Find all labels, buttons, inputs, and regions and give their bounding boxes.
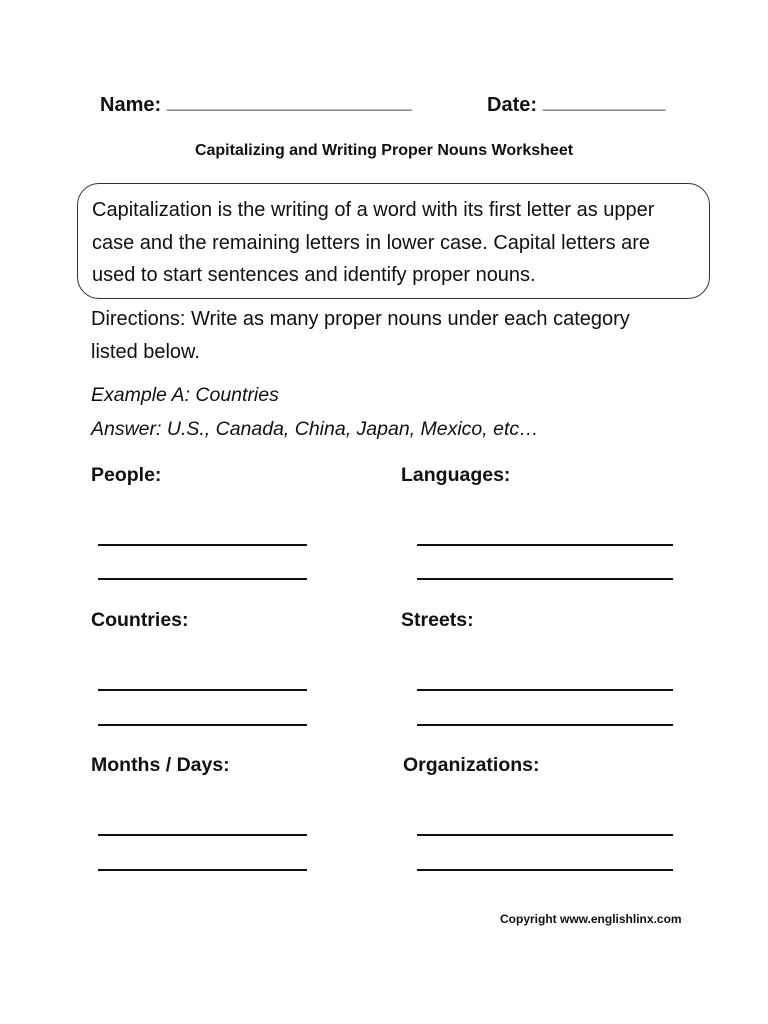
worksheet-title: Capitalizing and Writing Proper Nouns Worksheet bbox=[194, 142, 574, 159]
answer-line[interactable] bbox=[417, 869, 673, 871]
example-answer: Answer: U.S., Canada, China, Japan, Mexico, etc… bbox=[91, 418, 539, 440]
answer-line[interactable] bbox=[417, 578, 673, 580]
answer-line[interactable] bbox=[98, 578, 307, 580]
directions-line: listed below. bbox=[91, 340, 200, 363]
date-label: Date: bbox=[487, 94, 538, 116]
category-organizations: Organizations: bbox=[403, 754, 540, 776]
name-label: Name: bbox=[100, 94, 162, 116]
date-blank[interactable]: ___________ bbox=[543, 91, 666, 113]
answer-line[interactable] bbox=[98, 689, 307, 691]
category-months-days: Months / Days: bbox=[91, 754, 230, 776]
category-languages: Languages: bbox=[401, 464, 511, 486]
category-streets: Streets: bbox=[401, 609, 474, 631]
answer-line[interactable] bbox=[417, 834, 673, 836]
definition-line: case and the remaining letters in lower case. Capital letters are bbox=[92, 231, 651, 254]
answer-line[interactable] bbox=[98, 544, 307, 546]
answer-line[interactable] bbox=[98, 834, 307, 836]
category-people: People: bbox=[91, 464, 162, 486]
directions bbox=[91, 303, 630, 368]
definition-line: Capitalization is the writing of a word with its first letter as upper bbox=[92, 199, 655, 221]
answer-line[interactable] bbox=[417, 544, 673, 546]
directions-line: Directions: Write as many proper nouns under each category bbox=[91, 308, 630, 330]
answer-line[interactable] bbox=[98, 724, 307, 726]
definition-line: used to start sentences and identify proper nouns. bbox=[92, 264, 536, 286]
copyright-notice: Copyright www.englishlinx.com bbox=[500, 912, 682, 926]
answer-line[interactable] bbox=[417, 724, 673, 726]
name-blank[interactable]: ______________________ bbox=[167, 91, 412, 113]
example-question: Example A: Countries bbox=[91, 384, 279, 406]
answer-line[interactable] bbox=[98, 869, 307, 871]
answer-line[interactable] bbox=[417, 689, 673, 691]
category-countries: Countries: bbox=[91, 609, 189, 631]
definition-text bbox=[92, 194, 654, 292]
